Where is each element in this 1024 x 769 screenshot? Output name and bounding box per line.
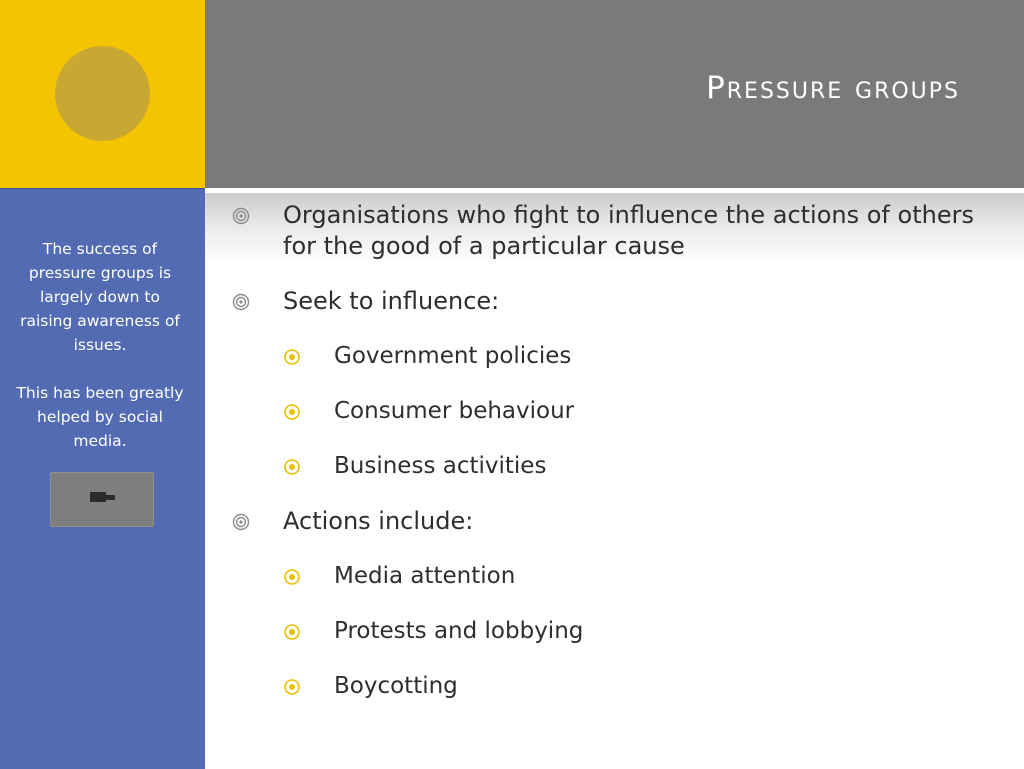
yellow-ring-bullet-icon	[283, 568, 301, 586]
gray-ring-bullet-icon	[232, 513, 250, 531]
yellow-ring-bullet-icon	[283, 348, 301, 366]
sub-bullet-text: Business activities	[334, 453, 547, 479]
corner-accent-block	[0, 0, 205, 188]
decorative-circle	[55, 46, 150, 141]
yellow-ring-bullet-icon	[283, 403, 301, 421]
list-item	[230, 200, 1000, 262]
video-play-button[interactable]	[50, 472, 154, 527]
yellow-ring-bullet-icon	[283, 623, 301, 641]
sub-bullet-text: Government policies	[334, 343, 572, 369]
bullet-text: Organisations who fight to influence the actions of others for the good of a particular cause	[283, 201, 974, 260]
sidebar-note-1: The success of pressure groups is largely down to raising awareness of issues.	[20, 240, 180, 354]
bullet-list	[230, 200, 1000, 726]
bullet-text: Seek to influence:	[283, 287, 500, 315]
gray-ring-bullet-icon	[232, 293, 250, 311]
sidebar-panel	[0, 188, 205, 769]
title-bar	[205, 0, 1024, 188]
yellow-ring-bullet-icon	[283, 678, 301, 696]
sub-list-item	[230, 671, 1000, 702]
sub-list-item	[230, 561, 1000, 592]
yellow-ring-bullet-icon	[283, 458, 301, 476]
sidebar-note	[14, 237, 186, 477]
sub-list-item	[230, 451, 1000, 482]
video-camera-lens-icon	[106, 495, 115, 500]
list-item	[230, 286, 1000, 317]
sidebar-note-2: This has been greatly helped by social media.	[16, 384, 184, 450]
sub-list-item	[230, 616, 1000, 647]
sub-bullet-text: Media attention	[334, 563, 516, 589]
slide-title: Pressure groups	[706, 70, 960, 106]
list-item	[230, 506, 1000, 537]
sub-list-item	[230, 396, 1000, 427]
sub-list-item	[230, 341, 1000, 372]
sub-bullet-text: Boycotting	[334, 673, 458, 699]
gray-ring-bullet-icon	[232, 207, 250, 225]
video-camera-icon	[90, 492, 106, 502]
sub-bullet-text: Protests and lobbying	[334, 618, 584, 644]
bullet-text: Actions include:	[283, 507, 474, 535]
sub-bullet-text: Consumer behaviour	[334, 398, 575, 424]
